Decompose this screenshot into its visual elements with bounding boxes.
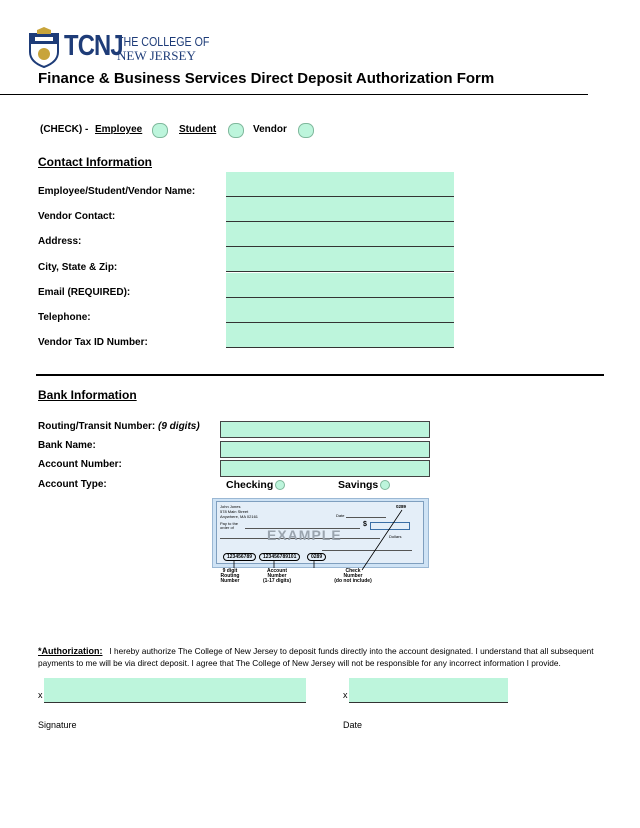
routing-note: (9 digits) (158, 421, 200, 432)
check-watermark: EXAMPLE (267, 527, 342, 543)
vendor-contact-field[interactable] (226, 197, 454, 222)
name-field[interactable] (226, 172, 454, 197)
employee-radio[interactable] (152, 123, 168, 138)
callout-routing (215, 569, 245, 584)
check-name-line: John Jones (220, 504, 241, 509)
callout-check (327, 569, 379, 584)
checking-label: Checking (226, 479, 274, 491)
routing-input[interactable] (220, 421, 430, 438)
check-date-label: Date (336, 513, 345, 518)
callout-account-line1: Account (267, 568, 287, 574)
city-state-zip-field[interactable] (226, 247, 454, 272)
page-title: Finance & Business Services Direct Deposit Authorization Form (38, 70, 495, 87)
city-state-zip-label: City, State & Zip: (38, 262, 118, 273)
college-seal-icon (28, 26, 60, 68)
callout-account (255, 569, 299, 584)
micr-routing: 123456789 (223, 553, 256, 561)
authorization-heading: *Authorization: (38, 646, 103, 656)
check-label: (CHECK) - (40, 124, 89, 135)
example-check-image (212, 498, 427, 588)
bank-heading: Bank Information (38, 388, 137, 402)
contact-heading: Contact Information (38, 155, 152, 169)
tax-id-field[interactable] (226, 323, 454, 348)
address-label: Address: (38, 236, 82, 247)
section-divider (36, 374, 604, 376)
telephone-label: Telephone: (38, 312, 91, 323)
callout-check-line3: (do not include) (334, 578, 372, 584)
email-field[interactable] (226, 273, 454, 298)
logo-line1: THE COLLEGE OF (117, 34, 210, 49)
college-logo (28, 26, 210, 70)
callout-routing-line1: 9 digit (222, 568, 238, 574)
callout-routing-line2: Routing (220, 573, 240, 579)
title-divider (0, 94, 588, 95)
callout-check-line1: Check (345, 568, 361, 574)
account-type-label: Account Type: (38, 479, 107, 490)
savings-radio[interactable] (380, 480, 390, 490)
callout-check-line2: Number (343, 573, 363, 579)
micr-account: 123456789101 (259, 553, 300, 561)
telephone-field[interactable] (226, 298, 454, 323)
check-number-top: 0289 (396, 504, 407, 509)
callout-routing-line3: Number (220, 578, 240, 584)
callout-account-line2: Number (267, 573, 287, 579)
vendor-radio[interactable] (298, 123, 314, 138)
vendor-contact-label: Vendor Contact: (38, 211, 116, 222)
date-label: Date (343, 720, 363, 730)
authorization-text: I hereby authorize The College of New Jersey to deposit funds directly into the account designated. I understand that all subsequent payments to me will be via direct deposit. I agree that The College of New Jersey will not be responsible for any incorrect information I provide. (38, 646, 594, 669)
account-number-input[interactable] (220, 460, 430, 477)
check-address-line: 578 Main Street (220, 509, 249, 514)
check-dollar-sign-icon: $ (363, 521, 367, 528)
tax-id-label: Vendor Tax ID Number: (38, 337, 148, 348)
micr-check: 0289 (307, 553, 326, 561)
account-number-label: Account Number: (38, 459, 122, 470)
name-label: Employee/Student/Vendor Name: (38, 186, 196, 197)
bank-name-input[interactable] (220, 441, 430, 458)
option-vendor-label: Vendor (253, 124, 287, 135)
routing-label (38, 421, 200, 432)
option-student-label: Student (179, 124, 217, 135)
student-radio[interactable] (228, 123, 244, 138)
email-label: Email (REQUIRED): (38, 287, 131, 298)
routing-label-text: Routing/Transit Number: (38, 421, 156, 432)
bank-name-label: Bank Name: (38, 440, 96, 451)
check-pay-label: Pay to the order of (220, 521, 239, 530)
check-city-line: Anywhere, MA 02161 (220, 514, 259, 519)
signature-label: Signature (38, 720, 77, 730)
savings-label: Savings (338, 479, 379, 491)
signature-x-mark: x (38, 690, 43, 700)
checking-radio[interactable] (275, 480, 285, 490)
authorization-paragraph (38, 645, 610, 670)
callout-account-line3: (1-17 digits) (262, 578, 292, 584)
logo-wordmark: TCNJ (64, 30, 123, 62)
date-field[interactable] (349, 678, 508, 703)
option-employee-label: Employee (95, 124, 143, 135)
date-x-mark: x (343, 690, 348, 700)
logo-line2: NEW JERSEY (117, 48, 196, 63)
check-dollars-label: Dollars (389, 534, 402, 539)
signature-field[interactable] (44, 678, 306, 703)
address-field[interactable] (226, 222, 454, 247)
